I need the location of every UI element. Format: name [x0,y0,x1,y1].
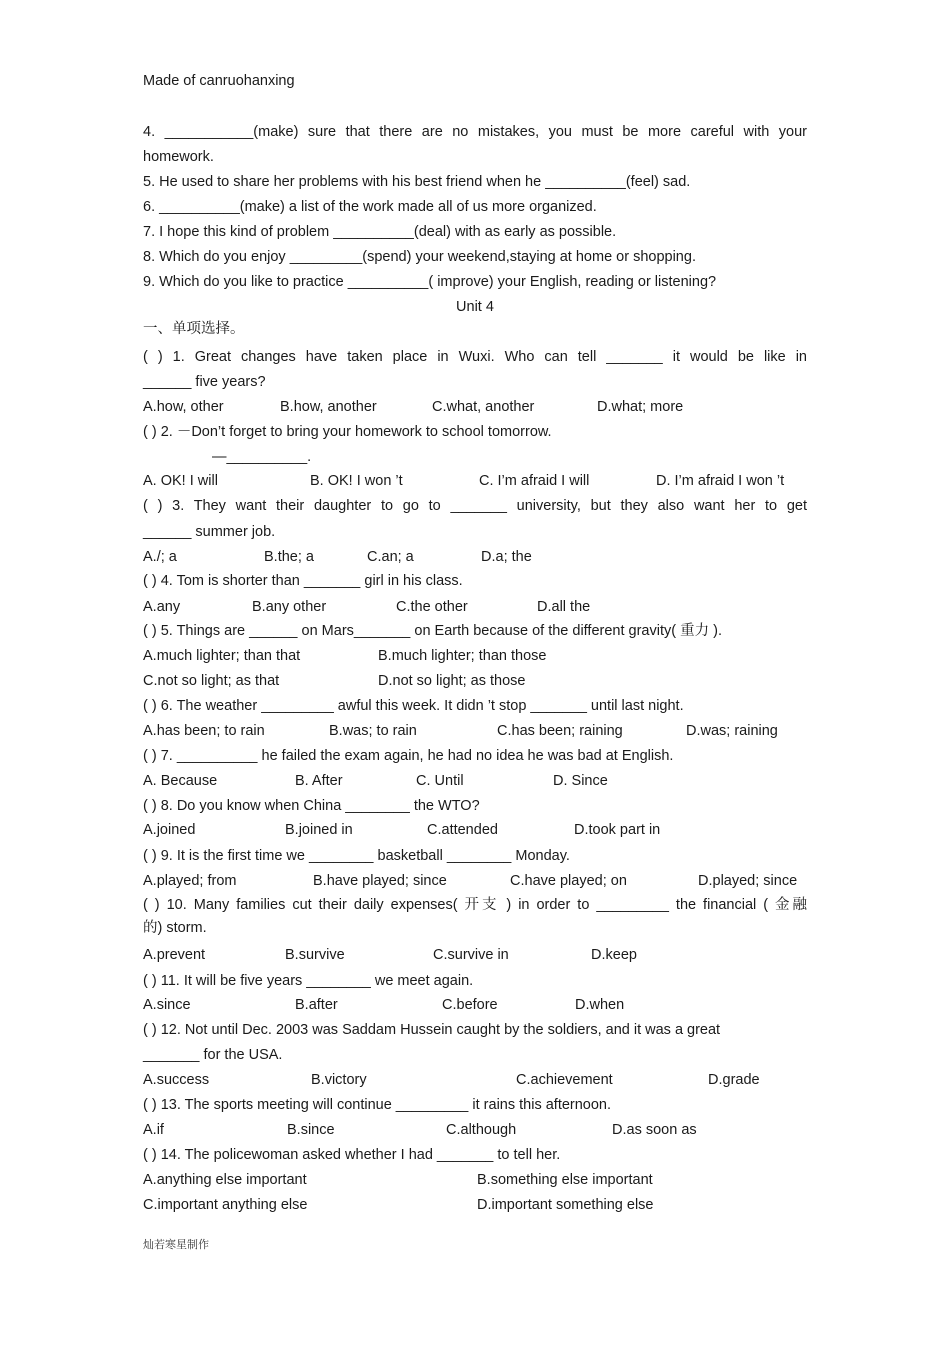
option-2d: D. I’m afraid I won ’t [656,473,785,489]
question-6: ( ) 6. The weather _________ awful this week. It didn ’t stop _______ until last night. [143,698,684,714]
option-10a: A.prevent [143,947,206,963]
option-4d: D.all the [537,599,591,615]
fill-in-item-8: 8. Which do you enjoy _________(spend) your weekend,staying at home or shopping. [143,249,696,265]
option-3b: B.the; a [264,549,314,565]
option-14d: D.important something else [477,1197,654,1213]
option-11c: C.before [442,997,498,1013]
option-13c: C.although [446,1122,517,1138]
option-11a: A.since [143,997,191,1013]
option-8c: C.attended [427,822,498,838]
fill-in-item-6: 6. __________(make) a list of the work made all of us more organized. [143,199,597,215]
unit-title: Unit 4 [456,299,494,315]
question-3-cont: ______ summer job. [143,524,276,540]
fill-in-item-4-cont: homework. [143,149,214,165]
section-title: 一、单项选择。 [143,321,245,337]
question-10: ( ) 10. Many families cut their daily expenses( 开支 ) in order to _________ the financial ( 金融 [143,897,807,913]
question-2-cont: —__________. [212,449,312,465]
page-header: Made of canruohanxing [143,73,295,89]
question-11: ( ) 11. It will be five years ________ we meet again. [143,973,474,989]
option-12d: D.grade [708,1072,760,1088]
question-1: ( ) 1. Great changes have taken place in Wuxi. Who can tell _______ it would be like in [143,349,807,365]
question-14: ( ) 14. The policewoman asked whether I had _______ to tell her. [143,1147,561,1163]
option-4a: A.any [143,599,181,615]
question-12: ( ) 12. Not until Dec. 2003 was Saddam Hussein caught by the soldiers, and it was a great [143,1022,721,1038]
option-5b: B.much lighter; than those [378,648,547,664]
option-6d: D.was; raining [686,723,778,739]
option-5c: C.not so light; as that [143,673,280,689]
option-9a: A.played; from [143,873,237,889]
option-13a: A.if [143,1122,164,1138]
option-14a: A.anything else important [143,1172,307,1188]
option-6b: B.was; to rain [329,723,417,739]
option-1a: A.how, other [143,399,224,415]
option-13d: D.as soon as [612,1122,697,1138]
page-footer: 灿若寒星制作 [143,1238,209,1251]
option-10b: B.survive [285,947,345,963]
option-6a: A.has been; to rain [143,723,265,739]
option-2b: B. OK! I won ’t [310,473,403,489]
option-4b: B.any other [252,599,327,615]
option-1c: C.what, another [432,399,535,415]
question-4: ( ) 4. Tom is shorter than _______ girl in his class. [143,573,463,589]
option-14c: C.important anything else [143,1197,308,1213]
option-12a: A.success [143,1072,210,1088]
option-5a: A.much lighter; than that [143,648,301,664]
option-7b: B. After [295,773,343,789]
question-9: ( ) 9. It is the first time we ________ basketball ________ Monday. [143,848,570,864]
option-3a: A./; a [143,549,177,565]
question-8: ( ) 8. Do you know when China ________ the WTO? [143,798,480,814]
option-1d: D.what; more [597,399,684,415]
question-12-cont: _______ for the USA. [143,1047,283,1063]
option-12c: C.achievement [516,1072,613,1088]
option-9b: B.have played; since [313,873,447,889]
question-3: ( ) 3. They want their daughter to go to _______ university, but they also want her to get [143,498,807,514]
option-2a: A. OK! I will [143,473,218,489]
option-7c: C. Until [416,773,464,789]
option-9c: C.have played; on [510,873,627,889]
option-3d: D.a; the [481,549,532,565]
option-9d: D.played; since [698,873,798,889]
option-14b: B.something else important [477,1172,653,1188]
option-5d: D.not so light; as those [378,673,526,689]
fill-in-item-9: 9. Which do you like to practice __________( improve) your English, reading or listening? [143,274,717,290]
option-7d: D. Since [553,773,608,789]
option-13b: B.since [287,1122,335,1138]
question-13: ( ) 13. The sports meeting will continue _________ it rains this afternoon. [143,1097,612,1113]
option-7a: A. Because [143,773,218,789]
option-10d: D.keep [591,947,637,963]
fill-in-item-4: 4. ___________(make) sure that there are no mistakes, you must be more careful with your [143,124,807,140]
option-10c: C.survive in [433,947,509,963]
question-7: ( ) 7. __________ he failed the exam again, he had no idea he was bad at English. [143,748,674,764]
option-3c: C.an; a [367,549,414,565]
option-2c: C. I’m afraid I will [479,473,590,489]
option-11d: D.when [575,997,625,1013]
question-5: ( ) 5. Things are ______ on Mars_______ on Earth because of the different gravity( 重力 ). [143,623,722,639]
option-1b: B.how, another [280,399,377,415]
question-1-cont: ______ five years? [143,374,266,390]
option-8b: B.joined in [285,822,353,838]
option-6c: C.has been; raining [497,723,623,739]
question-10-cont: 的) storm. [143,920,207,936]
fill-in-item-5: 5. He used to share her problems with his best friend when he __________(feel) sad. [143,174,691,190]
option-8d: D.took part in [574,822,661,838]
option-8a: A.joined [143,822,196,838]
option-12b: B.victory [311,1072,367,1088]
fill-in-item-7: 7. I hope this kind of problem __________(deal) with as early as possible. [143,224,617,240]
option-4c: C.the other [396,599,468,615]
option-11b: B.after [295,997,338,1013]
question-2: ( ) 2. －Don’t forget to bring your homework to school tomorrow. [143,424,552,440]
